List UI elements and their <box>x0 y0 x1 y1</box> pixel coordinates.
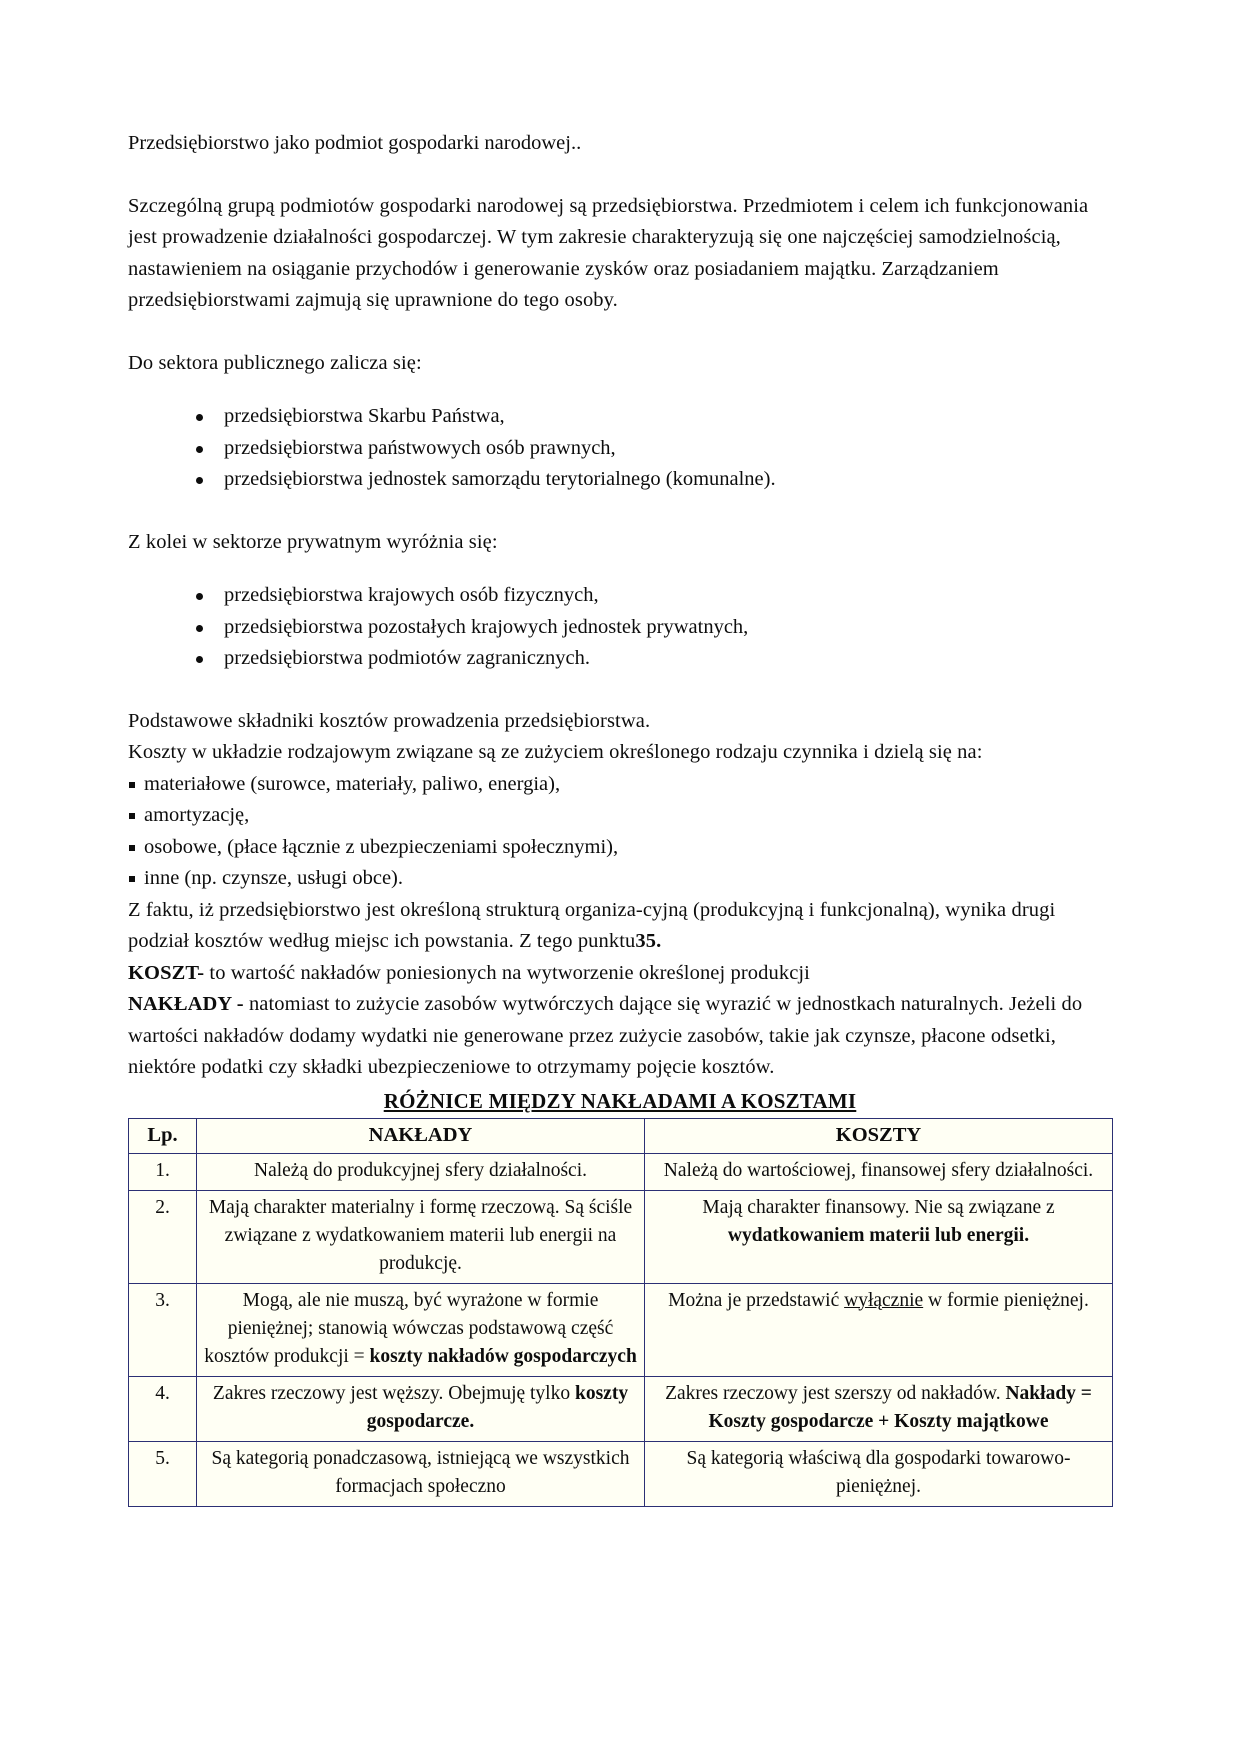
document-content <box>128 128 1112 1507</box>
cell-emphasis: wydatkowaniem materii lub energii. <box>727 1224 1030 1246</box>
row-number: 3. <box>129 1283 197 1376</box>
cost-type-list <box>128 769 1112 895</box>
cell-text: Można je przedstawić <box>668 1289 845 1311</box>
koszt-definition-paragraph <box>128 958 1112 990</box>
list-item: przedsiębiorstwa państwowych osób prawnych, <box>192 433 1112 465</box>
list-item: przedsiębiorstwa podmiotów zagranicznych. <box>192 643 1112 675</box>
column-header-koszty: KOSZTY <box>645 1118 1113 1153</box>
cell-koszty: Są kategorią właściwą dla gospodarki towarowo-pieniężnej. <box>645 1441 1113 1506</box>
cell-text: Mogą, ale nie muszą, być wyrażone w formie pieniężnej; stanowią wówczas podstawową część kosztów produkcji = <box>204 1289 614 1367</box>
cell-naklady <box>197 1376 645 1441</box>
spacer <box>128 379 1112 401</box>
spacer <box>128 496 1112 527</box>
row-number: 1. <box>129 1153 197 1190</box>
list-item: przedsiębiorstwa Skarbu Państwa, <box>192 401 1112 433</box>
table-row <box>129 1153 1113 1190</box>
spacer <box>128 317 1112 348</box>
cell-koszty <box>645 1283 1113 1376</box>
cell-koszty <box>645 1376 1113 1441</box>
public-sector-list <box>128 401 1112 496</box>
list-item: inne (np. czynsze, usługi obce). <box>128 863 1112 895</box>
list-item: materiałowe (surowce, materiały, paliwo, energia), <box>128 769 1112 801</box>
costs-heading: Podstawowe składniki kosztów prowadzenia przedsiębiorstwa. <box>128 709 651 732</box>
cell-emphasis: Nakłady = Koszty gospodarcze + Koszty majątkowe <box>708 1382 1092 1432</box>
cell-naklady: Mają charakter materialny i formę rzeczową. Są ściśle związane z wydatkowaniem materii lub energii na produkcję. <box>197 1190 645 1283</box>
row-number: 4. <box>129 1376 197 1441</box>
private-sector-intro: Z kolei w sektorze prywatnym wyróżnia się: <box>128 530 498 553</box>
row-number: 5. <box>129 1441 197 1506</box>
cell-koszty: Należą do wartościowej, finansowej sfery działalności. <box>645 1153 1113 1190</box>
cell-text: Mają charakter finansowy. Nie są związane z <box>702 1196 1055 1218</box>
public-sector-intro: Do sektora publicznego zalicza się: <box>128 351 422 374</box>
private-sector-list <box>128 580 1112 675</box>
structure-point-number: 35. <box>635 930 662 952</box>
koszt-definition: to wartość nakładów poniesionych na wytworzenie określonej produkcji <box>204 961 810 984</box>
column-header-naklady: NAKŁADY <box>197 1118 645 1153</box>
structure-paragraph <box>128 895 1112 958</box>
spacer <box>128 558 1112 580</box>
cell-text: Zakres rzeczowy jest szerszy od nakładów. <box>665 1382 1006 1404</box>
cell-naklady: Należą do produkcyjnej sfery działalności. <box>197 1153 645 1190</box>
cell-naklady <box>197 1283 645 1376</box>
koszt-term: KOSZT- <box>128 961 205 984</box>
cell-text: w formie pieniężnej. <box>923 1289 1089 1311</box>
naklady-term: NAKŁADY - <box>128 993 244 1015</box>
row-number: 2. <box>129 1190 197 1283</box>
column-header-lp: Lp. <box>129 1118 197 1153</box>
costs-intro: Koszty w układzie rodzajowym związane są ze zużyciem określonego rodzaju czynnika i dzielą się na: <box>128 741 983 763</box>
table-title: RÓŻNICE MIĘDZY NAKŁADAMI A KOSZTAMI <box>383 1088 857 1113</box>
list-item: amortyzację, <box>128 800 1112 832</box>
table-row <box>129 1441 1113 1506</box>
naklady-definition-paragraph <box>128 989 1112 1084</box>
table-row <box>129 1283 1113 1376</box>
cell-koszty <box>645 1190 1113 1283</box>
list-item: osobowe, (płace łącznie z ubezpieczeniami społecznymi), <box>128 832 1112 864</box>
table-row <box>129 1190 1113 1283</box>
list-item: przedsiębiorstwa pozostałych krajowych jednostek prywatnych, <box>192 612 1112 644</box>
list-item: przedsiębiorstwa jednostek samorządu terytorialnego (komunalne). <box>192 464 1112 496</box>
cell-text: Zakres rzeczowy jest węższy. Obejmuję tylko <box>212 1382 575 1404</box>
structure-text: Z faktu, iż przedsiębiorstwo jest określoną strukturą organiza-cyjną (produkcyjną i funkcjonalną), wynika drugi podział kosztów według miejsc ich powstania. Z tego punktu <box>128 898 1056 952</box>
table-row <box>129 1376 1113 1441</box>
cell-emphasis: koszty nakładów gospodarczych <box>369 1345 637 1367</box>
cell-emphasis: koszty gospodarcze. <box>366 1382 629 1432</box>
cell-underline: wyłącznie <box>844 1289 924 1311</box>
naklady-definition: natomiast to zużycie zasobów wytwórczych dające się wyrazić w jednostkach naturalnych. Jeżeli do wartości nakładów dodamy wydatki nie generowane przez zużycie zasobów, takie jak czynsze, płacone odsetki, niektóre podatki czy składki ubezpieczeniowe to otrzymamy pojęcie kosztów. <box>128 993 1083 1078</box>
differences-table <box>128 1118 1113 1507</box>
intro-paragraph: Szczególną grupą podmiotów gospodarki narodowej są przedsiębiorstwa. Przedmiotem i celem ich funkcjonowania jest prowadzenie działalności gospodarczej. W tym zakresie charakteryzują się one najczęściej samodzielnością, nastawieniem na osiąganie przychodów i generowanie zysków oraz posiadaniem majątku. Zarządzaniem przedsiębiorstwami zajmują się uprawnione do tego osoby. <box>128 194 1089 311</box>
spacer <box>128 675 1112 706</box>
list-item: przedsiębiorstwa krajowych osób fizycznych, <box>192 580 1112 612</box>
cell-naklady: Są kategorią ponadczasową, istniejącą we wszystkich formacjach społeczno <box>197 1441 645 1506</box>
document-heading: Przedsiębiorstwo jako podmiot gospodarki narodowej.. <box>128 132 582 154</box>
table-header-row <box>129 1118 1113 1153</box>
